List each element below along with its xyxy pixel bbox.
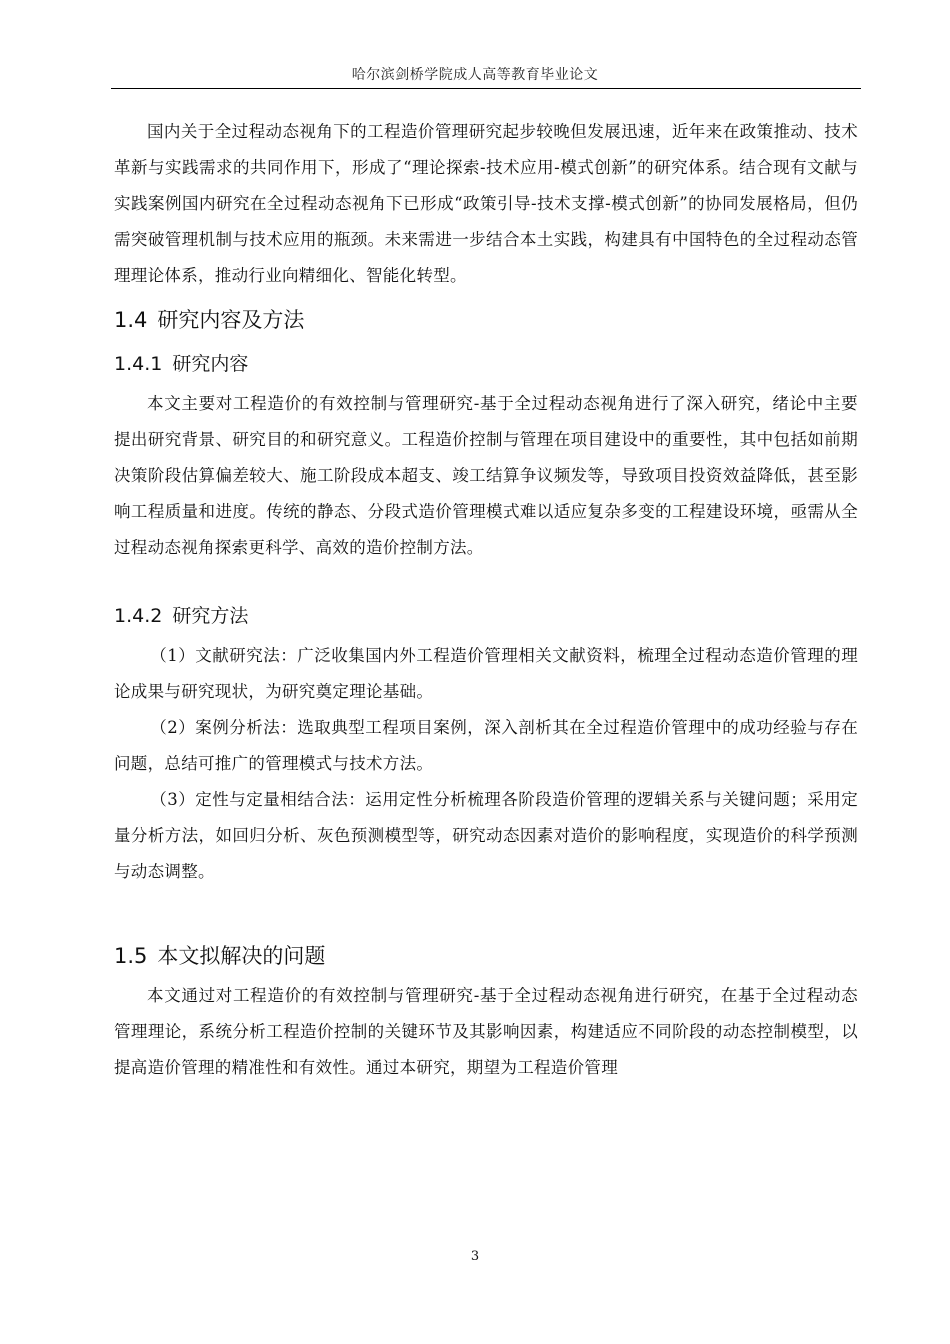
section-1-4-1-heading — [114, 342, 858, 386]
subsection-number: 1.4.2 — [114, 605, 163, 627]
research-content-paragraph: 本文主要对工程造价的有效控制与管理研究-基于全过程动态视角进行了深入研究，绪论中主要提出研究背景、研究目的和研究意义。工程造价控制与管理在项目建设中的重要性，其中包括如前期决策阶段估算偏差较大、施工阶段成本超支、竣工结算争议频发等，导致项目投资效益降低，甚至影响工程质量和进度。传统的静态、分段式造价管理模式难以适应复杂多变的工程建设环境，亟需从全过程动态视角探索更科学、高效的造价控制方法。 — [114, 394, 858, 557]
subsection-number: 1.4.1 — [114, 353, 163, 375]
header-rule — [111, 88, 861, 89]
intro-paragraph: 国内关于全过程动态视角下的工程造价管理研究起步较晚但发展迅速，近年来在政策推动、技术革新与实践需求的共同作用下，形成了“理论探索-技术应用-模式创新”的研究体系。结合现有文献与实践案例国内研究在全过程动态视角下已形成“政策引导-技术支撑-模式创新”的协同发展格局，但仍需突破管理机制与技术应用的瓶颈。未来需进一步结合本土实践，构建具有中国特色的全过程动态管理理论体系，推动行业向精细化、智能化转型。 — [114, 122, 858, 285]
section-1-4-heading — [114, 298, 858, 342]
subsection-title: 研究方法 — [172, 605, 249, 627]
section-number: 1.5 — [114, 944, 148, 968]
method-item-1: （1）文献研究法：广泛收集国内外工程造价管理相关文献资料，梳理全过程动态造价管理的理论成果与研究现状，为研究奠定理论基础。 — [114, 646, 858, 701]
section-number: 1.4 — [114, 308, 148, 332]
method-item-3: （3）定性与定量相结合法：运用定性分析梳理各阶段造价管理的逻辑关系与关键问题；采用定量分析方法，如回归分析、灰色预测模型等，研究动态因素对造价的影响程度，实现造价的科学预测与动态调整。 — [114, 790, 858, 881]
section-1-4-2-heading — [114, 594, 858, 638]
running-header: 哈尔滨剑桥学院成人高等教育毕业论文 — [351, 67, 599, 83]
problems-paragraph: 本文通过对工程造价的有效控制与管理研究-基于全过程动态视角进行研究，在基于全过程动态管理理论，系统分析工程造价控制的关键环节及其影响因素，构建适应不同阶段的动态控制模型，以提高造价管理的精准性和有效性。通过本研究，期望为工程造价管理 — [114, 986, 858, 1077]
subsection-title: 研究内容 — [172, 353, 249, 375]
section-title: 研究内容及方法 — [157, 308, 305, 332]
method-item-2: （2）案例分析法：选取典型工程项目案例，深入剖析其在全过程造价管理中的成功经验与存在问题，总结可推广的管理模式与技术方法。 — [114, 718, 858, 773]
page-body — [114, 114, 858, 1086]
page-number: 3 — [470, 1249, 480, 1264]
section-1-5-heading — [114, 934, 858, 978]
section-title: 本文拟解决的问题 — [157, 944, 326, 968]
